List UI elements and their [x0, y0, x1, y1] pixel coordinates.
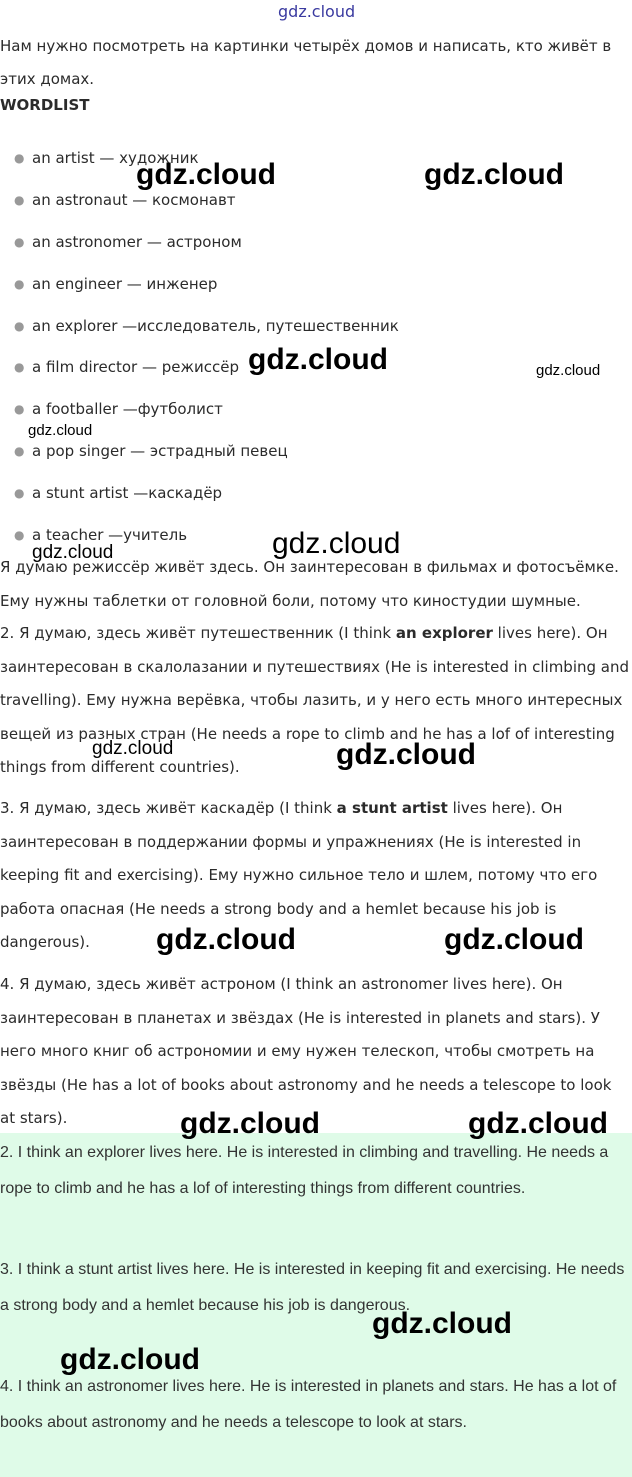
watermark: gdz.cloud	[156, 923, 296, 956]
watermark: gdz.cloud	[92, 738, 174, 759]
watermark: gdz.cloud	[444, 923, 584, 956]
bullet-icon: ●	[14, 444, 25, 459]
bullet-icon: ●	[14, 402, 25, 417]
bullet-icon: ●	[14, 192, 25, 207]
bullet-icon: ●	[14, 234, 25, 249]
wordlist-title: WORDLIST	[0, 96, 90, 114]
watermark: gdz.cloud	[468, 1107, 608, 1140]
list-item: ● an explorer —исследователь, путешественник	[14, 309, 399, 351]
watermark: gdz.cloud	[248, 343, 388, 376]
bullet-icon: ●	[14, 318, 25, 333]
list-item: ● an astronaut — космонавт	[14, 183, 399, 225]
paragraph-3: 3. Я думаю, здесь живёт каскадёр (I think a stunt artist lives here). Он заинтересован в поддержании формы и упражнениях (He is interested in keeping fit and exercising). Ему нужно сильное тело и шлем, потому что его работа опасная (He needs a strong body and a hemlet because his job is dangerous).	[0, 799, 598, 952]
list-item: ● an engineer — инженер	[14, 267, 399, 309]
list-item: ● a film director — режиссёр	[14, 350, 399, 392]
answer-4: 4. I think an astronomer lives here. He is interested in planets and stars. He has a lot of books about astronomy and he needs a telescope to look at stars.	[0, 1378, 617, 1431]
intro-text: Нам нужно посмотреть на картинки четырёх домов и написать, кто живёт в этих домах.	[0, 37, 612, 88]
list-item: ● an astronomer — астроном	[14, 225, 399, 267]
bullet-icon: ●	[14, 486, 25, 501]
watermark: gdz.cloud	[536, 362, 601, 379]
watermark: gdz.cloud	[180, 1107, 320, 1140]
list-item: ● a footballer —футболист	[14, 392, 399, 434]
paragraph-4: 4. Я думаю, здесь живёт астроном (I think an astronomer lives here). Он заинтересован в планетах и звёздах (He is interested in planets and stars). У него много книг об астрономии и ему нужен телескоп, чтобы смотреть на звёзды (He has a lot of books about astronomy and he needs a telescope to look at stars).	[0, 975, 612, 1128]
watermark: gdz.cloud	[136, 158, 276, 191]
list-item: ● a stunt artist —каскадёр	[14, 476, 399, 518]
watermark: gdz.cloud	[28, 422, 93, 439]
paragraph-2: 2. Я думаю, здесь живёт путешественник (I think an explorer lives here). Он заинтересован в скалолазании и путешествиях (He is interested in climbing and travelling). Ему нужна верёвка, чтобы лазить, и у него есть много интересных вещей из разных стран (He needs a rope to climb and he has a lof of interesting things from different countries).	[0, 624, 630, 777]
answer-2: 2. I think an explorer lives here. He is interested in climbing and travelling. He needs a rope to climb and he has a lof of interesting things from different countries.	[0, 1144, 609, 1197]
answer-3: 3. I think a stunt artist lives here. He is interested in keeping fit and exercising. He needs a strong body and a hemlet because his job is dangerous.	[0, 1261, 625, 1314]
bullet-icon: ●	[14, 276, 25, 291]
watermark: gdz.cloud	[372, 1307, 512, 1340]
header-watermark: gdz.cloud	[278, 2, 356, 21]
list-item: ● an artist — художник	[14, 141, 399, 183]
bullet-icon: ●	[14, 360, 25, 375]
watermark: gdz.cloud	[32, 542, 114, 563]
watermark: gdz.cloud	[272, 527, 401, 560]
list-item: ● a teacher —учитель	[14, 518, 399, 560]
list-item: ● a pop singer — эстрадный певец	[14, 434, 399, 476]
watermark: gdz.cloud	[336, 738, 476, 771]
watermark: gdz.cloud	[60, 1343, 200, 1376]
bullet-icon: ●	[14, 151, 25, 165]
watermark: gdz.cloud	[424, 158, 564, 191]
paragraph-1: Я думаю режиссёр живёт здесь. Он заинтересован в фильмах и фотосъёмке. Ему нужны таблетки от головной боли, потому что киностудии шумные.	[0, 558, 619, 610]
answers-block	[0, 1133, 632, 1477]
bullet-icon: ●	[14, 528, 25, 543]
